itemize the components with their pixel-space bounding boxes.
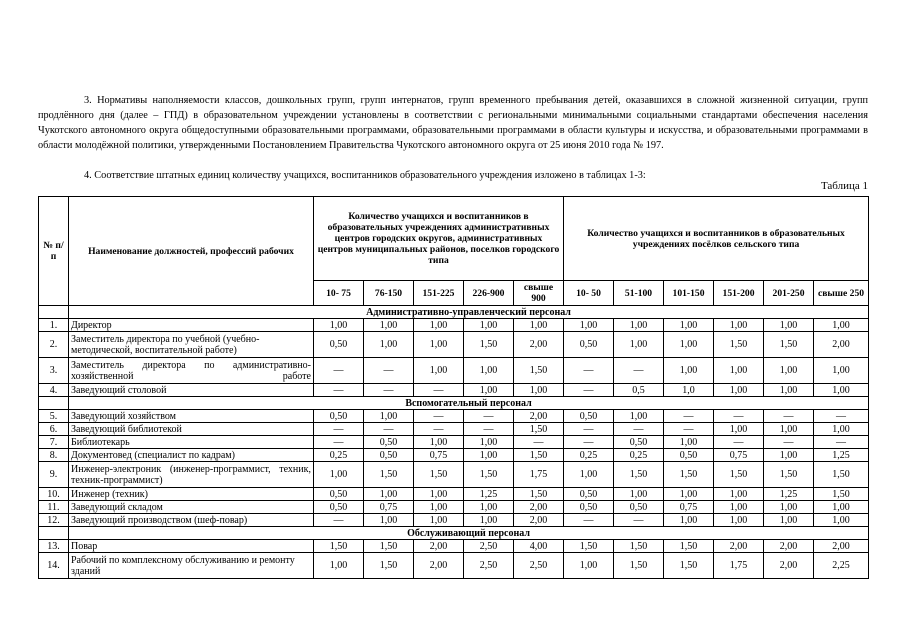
paragraph-4 [38, 168, 868, 183]
row-value-cell: 0,50 [564, 501, 614, 514]
row-value-cell: 1,50 [764, 332, 814, 358]
row-value-cell: — [764, 410, 814, 423]
row-position-name: Заведующий столовой [69, 384, 314, 397]
row-value-cell: 1,50 [614, 553, 664, 579]
row-value-cell: 2,00 [514, 332, 564, 358]
row-value-cell: 0,25 [614, 449, 664, 462]
row-value-cell: 0,50 [364, 449, 414, 462]
row-value-cell: 0,50 [564, 488, 614, 501]
header-range-rural: 151-200 [714, 281, 764, 306]
row-value-cell: 1,50 [614, 462, 664, 488]
row-value-cell: 0,50 [664, 449, 714, 462]
header-range-city: 226-900 [464, 281, 514, 306]
table-row [39, 332, 869, 358]
row-value-cell: — [714, 436, 764, 449]
row-value-cell: 1,00 [664, 358, 714, 384]
row-value-cell: 1,25 [464, 488, 514, 501]
row-value-cell: 1,50 [514, 358, 564, 384]
row-value-cell: 1,00 [764, 423, 814, 436]
header-range-rural: 51-100 [614, 281, 664, 306]
row-value-cell: 1,50 [814, 462, 869, 488]
row-value-cell: — [764, 436, 814, 449]
table-row [39, 540, 869, 553]
row-value-cell: 1,00 [464, 449, 514, 462]
row-value-cell: — [314, 436, 364, 449]
row-number: 5. [39, 410, 69, 423]
row-value-cell: 2,00 [514, 514, 564, 527]
row-value-cell: 1,50 [464, 332, 514, 358]
row-value-cell: 1,00 [414, 501, 464, 514]
row-number: 11. [39, 501, 69, 514]
row-value-cell: — [414, 410, 464, 423]
row-number: 10. [39, 488, 69, 501]
header-group-rural: Количество учащихся и воспитанников в образовательных учреждениях посёлков сельского типа [564, 197, 869, 281]
row-value-cell: — [664, 410, 714, 423]
table-row [39, 319, 869, 332]
row-value-cell: 1,00 [464, 514, 514, 527]
table-row [39, 436, 869, 449]
section-title: Обслуживающий персонал [69, 527, 869, 540]
row-value-cell: 1,00 [614, 488, 664, 501]
row-value-cell: 1,00 [364, 514, 414, 527]
row-value-cell: 2,00 [514, 410, 564, 423]
row-value-cell: 1,00 [664, 514, 714, 527]
row-value-cell: 1,50 [364, 462, 414, 488]
row-value-cell: 1,50 [664, 462, 714, 488]
row-value-cell: 2,00 [764, 540, 814, 553]
row-value-cell: 1,00 [714, 384, 764, 397]
section-row [39, 397, 869, 410]
header-position: Наименование должностей, профессий рабочих [69, 197, 314, 306]
header-range-rural: свыше 250 [814, 281, 869, 306]
row-value-cell: — [414, 423, 464, 436]
row-value-cell: 1,00 [664, 436, 714, 449]
table-row [39, 449, 869, 462]
header-range-city: 10- 75 [314, 281, 364, 306]
row-number: 7. [39, 436, 69, 449]
row-value-cell: 1,00 [814, 319, 869, 332]
row-value-cell: 1,00 [314, 319, 364, 332]
row-value-cell: 1,50 [364, 553, 414, 579]
table-row [39, 423, 869, 436]
row-value-cell: 0,75 [664, 501, 714, 514]
row-position-name: Рабочий по комплексному обслуживанию и ремонту зданий [69, 553, 314, 579]
row-value-cell: — [614, 514, 664, 527]
row-value-cell: 1,25 [814, 449, 869, 462]
row-value-cell: 0,50 [314, 410, 364, 423]
row-value-cell: 0,50 [314, 332, 364, 358]
row-value-cell: 1,00 [464, 384, 514, 397]
row-value-cell: 1,00 [514, 384, 564, 397]
header-range-rural: 101-150 [664, 281, 714, 306]
paragraph-3-text: 3. Нормативы наполняемости классов, дошкольных групп, групп интернатов, групп временного пребывания детей, оказавшихся в сложной жизненной ситуации, групп продлённого дня (далее – ГПД) в образовательном учреждении установлены в соответствии с региональными минимальными социальными стандартами обеспечения населения Чукотского автономного округа общедоступными образовательными программами, образовательными программами в области культуры и искусства, и образовательными программами в области молодёжной политики, утвержденными Постановлением Правительства Чукотского автономного округа от 25 июня 2010 года № 197. [38, 95, 868, 151]
row-value-cell: 1,00 [564, 553, 614, 579]
row-value-cell: 1,50 [764, 462, 814, 488]
row-value-cell: — [464, 410, 514, 423]
row-value-cell: — [414, 384, 464, 397]
row-value-cell: 1,00 [564, 319, 614, 332]
section-blank-cell [39, 527, 69, 540]
row-value-cell: 1,00 [414, 436, 464, 449]
row-value-cell: 0,50 [614, 436, 664, 449]
section-title: Административно-управленческий персонал [69, 306, 869, 319]
row-value-cell: 2,00 [814, 540, 869, 553]
row-value-cell: 1,00 [764, 514, 814, 527]
row-value-cell: 1,00 [664, 332, 714, 358]
section-blank-cell [39, 397, 69, 410]
row-number: 8. [39, 449, 69, 462]
table-row [39, 514, 869, 527]
row-value-cell: 1,50 [414, 462, 464, 488]
row-number: 13. [39, 540, 69, 553]
row-value-cell: 1,50 [614, 540, 664, 553]
row-value-cell: 1,0 [664, 384, 714, 397]
row-value-cell: 1,00 [714, 501, 764, 514]
row-value-cell: 1,50 [364, 540, 414, 553]
row-value-cell: — [364, 423, 414, 436]
row-value-cell: 1,00 [764, 449, 814, 462]
row-value-cell: 1,00 [414, 514, 464, 527]
header-range-city: 76-150 [364, 281, 414, 306]
row-value-cell: 1,00 [314, 553, 364, 579]
row-value-cell: — [714, 410, 764, 423]
row-number: 12. [39, 514, 69, 527]
row-value-cell: — [364, 384, 414, 397]
row-value-cell: 1,00 [714, 514, 764, 527]
row-position-name: Заместитель директора по административно-хозяйственной работе [69, 358, 314, 384]
row-position-name: Заведующий библиотекой [69, 423, 314, 436]
row-value-cell: 0,50 [564, 332, 614, 358]
header-group-city: Количество учащихся и воспитанников в образовательных учреждениях административных центров городских округов, административных центров муниципальных районов, поселков городского типа [314, 197, 564, 281]
row-value-cell: 0,50 [614, 501, 664, 514]
row-value-cell: 1,00 [314, 462, 364, 488]
row-value-cell: 2,00 [414, 540, 464, 553]
row-position-name: Библиотекарь [69, 436, 314, 449]
row-value-cell: 2,25 [814, 553, 869, 579]
row-value-cell: 1,00 [464, 501, 514, 514]
row-value-cell: 1,00 [364, 319, 414, 332]
row-value-cell: — [664, 423, 714, 436]
row-number: 3. [39, 358, 69, 384]
row-number: 4. [39, 384, 69, 397]
row-value-cell: 1,50 [514, 449, 564, 462]
row-value-cell: — [564, 358, 614, 384]
row-value-cell: 1,00 [714, 319, 764, 332]
section-title: Вспомогательный персонал [69, 397, 869, 410]
row-value-cell: 1,00 [664, 319, 714, 332]
table-row [39, 462, 869, 488]
row-value-cell: 1,00 [764, 319, 814, 332]
row-value-cell: 2,00 [764, 553, 814, 579]
row-value-cell: — [364, 358, 414, 384]
row-value-cell: — [464, 423, 514, 436]
row-value-cell: — [564, 423, 614, 436]
row-value-cell: — [564, 384, 614, 397]
row-value-cell: 2,50 [514, 553, 564, 579]
row-value-cell: 1,00 [614, 410, 664, 423]
paragraph-4-text: 4. Соответствие штатных единиц количеству учащихся, воспитанников образовательного учреждения изложено в таблицах 1-3: [84, 170, 646, 181]
row-value-cell: — [314, 358, 364, 384]
row-value-cell: 1,75 [514, 462, 564, 488]
table-row [39, 501, 869, 514]
row-position-name: Директор [69, 319, 314, 332]
header-range-city: свыше 900 [514, 281, 564, 306]
row-value-cell: 1,00 [614, 332, 664, 358]
row-number: 14. [39, 553, 69, 579]
row-value-cell: — [564, 436, 614, 449]
row-value-cell: — [314, 514, 364, 527]
row-value-cell: 1,00 [764, 384, 814, 397]
row-value-cell: 1,50 [664, 553, 714, 579]
row-value-cell: — [314, 384, 364, 397]
row-value-cell: 1,00 [364, 410, 414, 423]
row-number: 9. [39, 462, 69, 488]
section-row [39, 306, 869, 319]
row-position-name: Заведующий хозяйством [69, 410, 314, 423]
table-caption: Таблица 1 [820, 180, 868, 192]
row-value-cell: 1,00 [414, 332, 464, 358]
row-value-cell: 0,75 [414, 449, 464, 462]
row-value-cell: 1,00 [464, 319, 514, 332]
staffing-table [38, 196, 869, 579]
table-row [39, 488, 869, 501]
row-value-cell: 1,00 [714, 358, 764, 384]
row-value-cell: 1,00 [414, 358, 464, 384]
header-num: № п/п [39, 197, 69, 306]
row-value-cell: 1,00 [514, 319, 564, 332]
row-value-cell: 1,00 [464, 358, 514, 384]
row-value-cell: 1,00 [614, 319, 664, 332]
row-value-cell: 1,25 [764, 488, 814, 501]
row-value-cell: 1,50 [464, 462, 514, 488]
section-row [39, 527, 869, 540]
row-position-name: Заместитель директора по учебной (учебно-методической, воспитательной работе) [69, 332, 314, 358]
row-number: 1. [39, 319, 69, 332]
row-value-cell: 2,00 [814, 332, 869, 358]
row-value-cell: 1,75 [714, 553, 764, 579]
row-value-cell: 1,50 [564, 540, 614, 553]
row-value-cell: 1,50 [664, 540, 714, 553]
row-value-cell: 0,50 [314, 501, 364, 514]
header-range-city: 151-225 [414, 281, 464, 306]
row-value-cell: 1,00 [814, 514, 869, 527]
table-body [39, 306, 869, 579]
row-value-cell: 1,50 [714, 332, 764, 358]
row-position-name: Документовед (специалист по кадрам) [69, 449, 314, 462]
row-value-cell: 1,00 [814, 384, 869, 397]
row-value-cell: 2,50 [464, 540, 514, 553]
row-number: 6. [39, 423, 69, 436]
row-value-cell: 1,00 [414, 488, 464, 501]
row-value-cell: 4,00 [514, 540, 564, 553]
table-row [39, 553, 869, 579]
row-value-cell: — [514, 436, 564, 449]
row-value-cell: — [814, 410, 869, 423]
row-value-cell: — [564, 514, 614, 527]
row-value-cell: 0,75 [364, 501, 414, 514]
row-position-name: Инженер-электроник (инженер-программист, техник, техник-программист) [69, 462, 314, 488]
row-value-cell: 1,50 [514, 423, 564, 436]
row-position-name: Повар [69, 540, 314, 553]
row-value-cell: 1,00 [364, 332, 414, 358]
row-value-cell: 1,00 [814, 423, 869, 436]
row-value-cell: 0,5 [614, 384, 664, 397]
row-number: 2. [39, 332, 69, 358]
row-value-cell: 0,25 [314, 449, 364, 462]
row-value-cell: — [614, 423, 664, 436]
row-value-cell: 1,00 [714, 423, 764, 436]
header-range-rural: 10- 50 [564, 281, 614, 306]
table-row [39, 410, 869, 423]
row-value-cell: 1,50 [314, 540, 364, 553]
row-value-cell: 2,00 [414, 553, 464, 579]
table-row [39, 358, 869, 384]
table-row [39, 384, 869, 397]
row-value-cell: 1,00 [814, 358, 869, 384]
row-value-cell: 0,25 [564, 449, 614, 462]
row-value-cell: 1,00 [814, 501, 869, 514]
row-value-cell: 2,50 [464, 553, 514, 579]
section-blank-cell [39, 306, 69, 319]
row-value-cell: 1,50 [814, 488, 869, 501]
row-value-cell: 1,50 [514, 488, 564, 501]
row-position-name: Заведующий производством (шеф-повар) [69, 514, 314, 527]
row-value-cell: 0,50 [364, 436, 414, 449]
row-value-cell: 0,50 [314, 488, 364, 501]
row-value-cell: 1,00 [664, 488, 714, 501]
row-value-cell: 1,50 [714, 462, 764, 488]
row-value-cell: 2,00 [714, 540, 764, 553]
row-value-cell: 1,00 [564, 462, 614, 488]
row-value-cell: — [814, 436, 869, 449]
paragraph-3 [38, 93, 868, 153]
row-value-cell: 1,00 [714, 488, 764, 501]
row-value-cell: 0,75 [714, 449, 764, 462]
row-value-cell: — [614, 358, 664, 384]
row-value-cell: 1,00 [414, 319, 464, 332]
row-value-cell: 1,00 [764, 501, 814, 514]
row-value-cell: 2,00 [514, 501, 564, 514]
row-value-cell: 0,50 [564, 410, 614, 423]
row-value-cell: 1,00 [464, 436, 514, 449]
row-position-name: Заведующий складом [69, 501, 314, 514]
row-position-name: Инженер (техник) [69, 488, 314, 501]
header-range-rural: 201-250 [764, 281, 814, 306]
row-value-cell: 1,00 [764, 358, 814, 384]
row-value-cell: — [314, 423, 364, 436]
row-value-cell: 1,00 [364, 488, 414, 501]
